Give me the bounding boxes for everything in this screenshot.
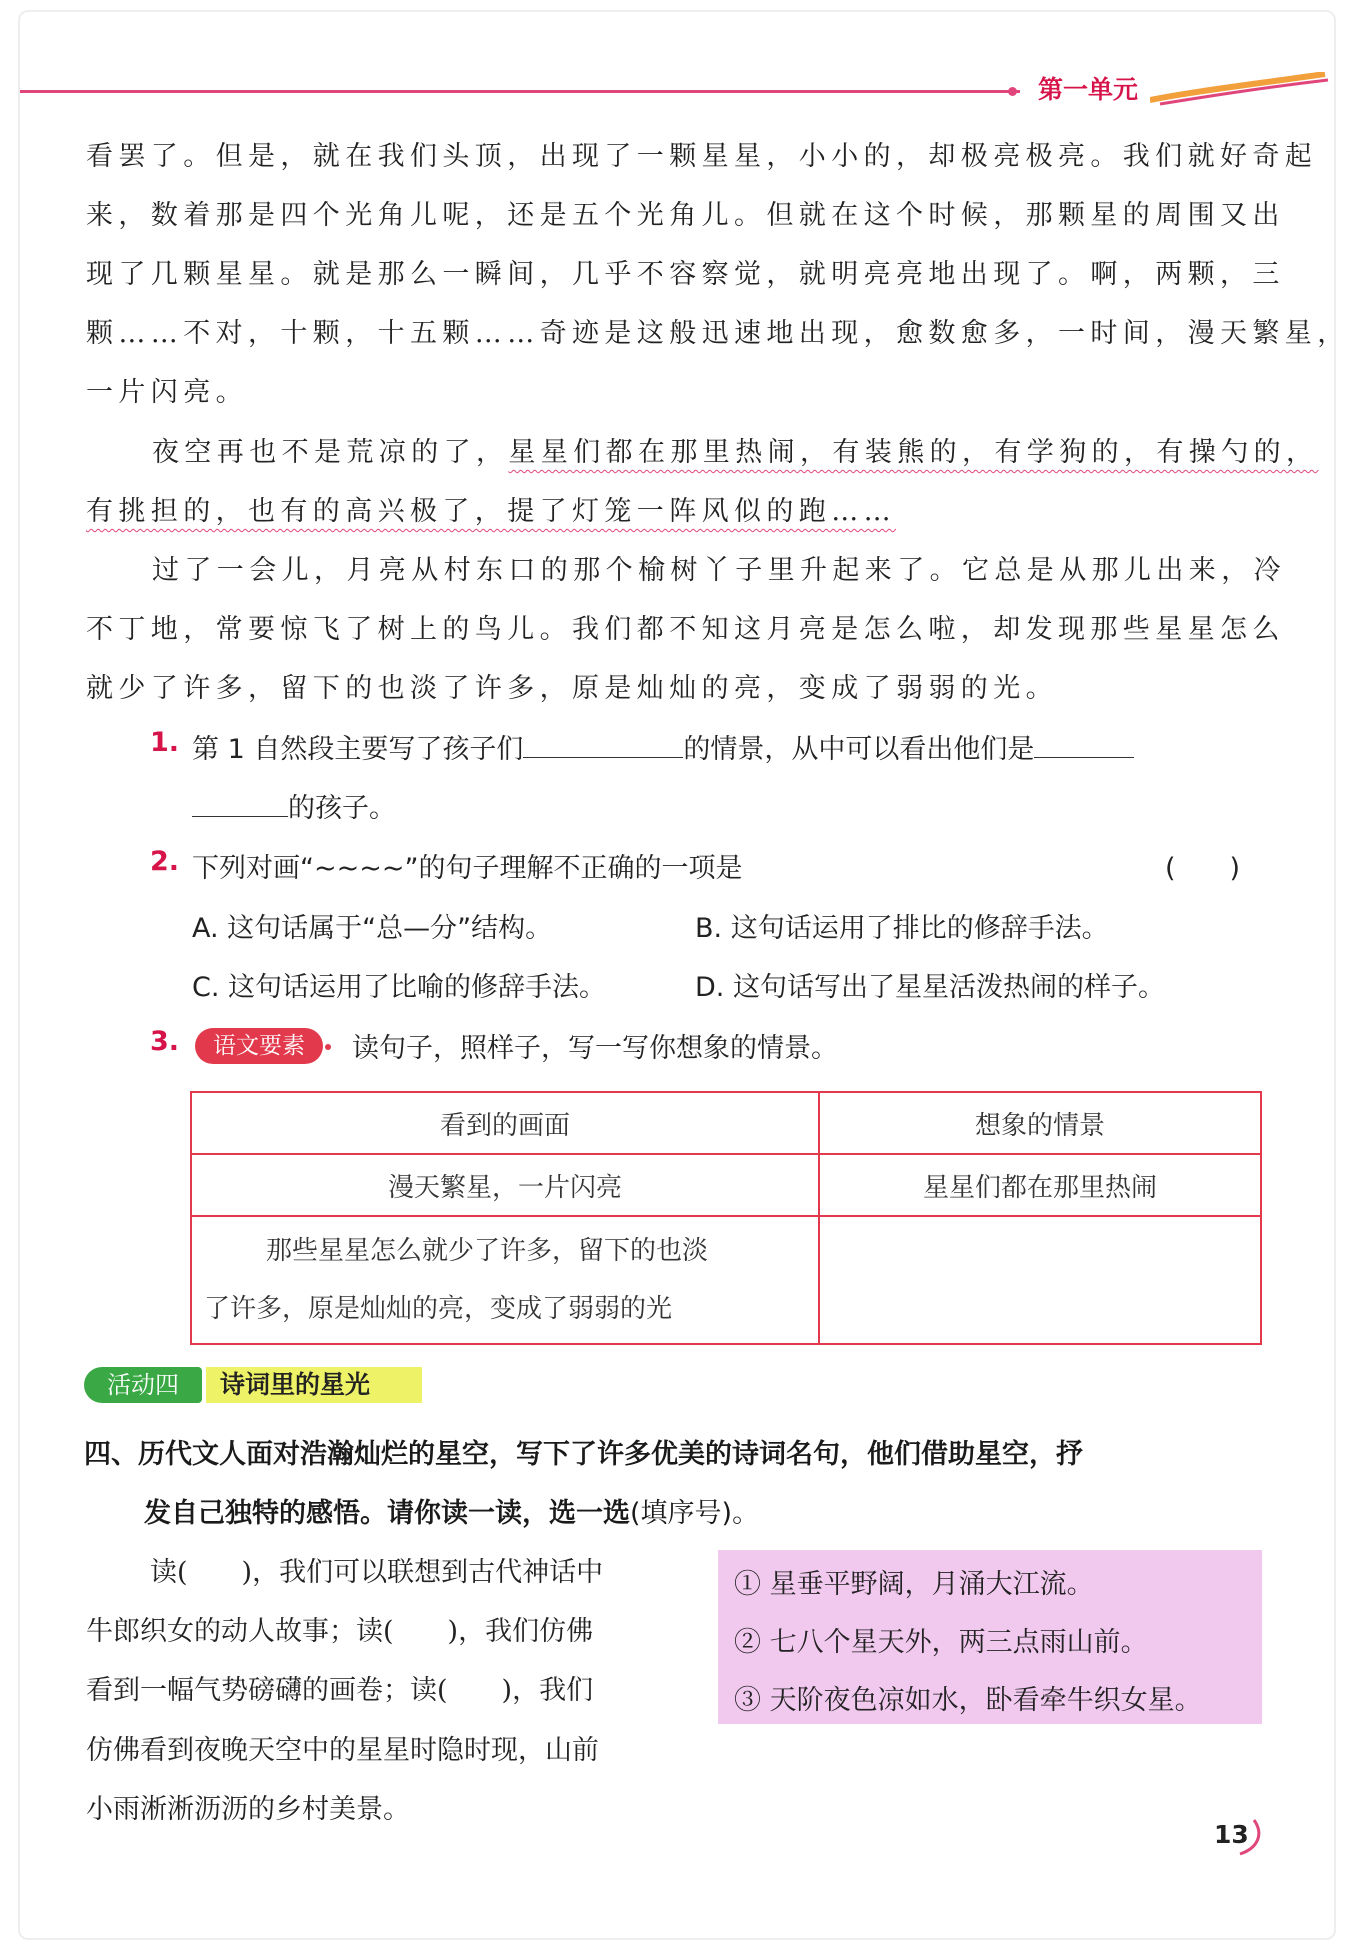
section-4-heading-cont [144, 1491, 759, 1530]
answer-blank[interactable] [1034, 757, 1134, 758]
section-4-heading: 四、历代文人面对浩瀚灿烂的星空，写下了许多优美的诗词名句，他们借助星空，抒 [84, 1439, 1083, 1470]
poem-line: ② 七八个星天外，两三点雨山前。 [734, 1627, 1148, 1658]
table-header: 看到的画面 [191, 1092, 819, 1154]
answer-blank[interactable] [523, 757, 683, 758]
section-4-text: (填序号)。 [630, 1498, 760, 1529]
swoosh-decoration-icon [1150, 72, 1330, 108]
answer-parentheses[interactable]: ( ) [1165, 853, 1241, 884]
header-rule [20, 90, 1020, 93]
passage-line: 来，数着那是四个光角儿呢，还是五个光角儿。但就在这个时候，那颗星的周围又出 [86, 200, 1285, 231]
question-1-text [192, 727, 1134, 766]
question-number: 3. [150, 1026, 180, 1057]
question-3-text: 读句子，照样子，写一写你想象的情景。 [352, 1033, 838, 1064]
passage-line: 现了几颗星星。就是那么一瞬间，几乎不容察觉，就明亮亮地出现了。啊，两颗，三 [86, 259, 1285, 290]
wavy-underlined-sentence: 有挑担的，也有的高兴极了，提了灯笼一阵风似的跑…… [86, 496, 896, 527]
wavy-underlined-sentence: 星星们都在那里热闹，有装熊的，有学狗的，有操勺的， [508, 437, 1319, 468]
question-number: 1. [150, 727, 180, 758]
header-dot [1008, 87, 1017, 96]
activity-label: 活动四 [84, 1367, 202, 1403]
passage-line: 过了一会儿，月亮从村东口的那个榆树丫子里升起来了。它总是从那儿出来，冷 [152, 555, 1286, 586]
option-d[interactable]: D. 这句话写出了星星活泼热闹的样子。 [695, 972, 1165, 1003]
page-number-swoosh-icon [1236, 1818, 1266, 1858]
option-b[interactable]: B. 这句话运用了排比的修辞手法。 [695, 913, 1109, 944]
table-header: 想象的情景 [819, 1092, 1261, 1154]
question-text: 的情景，从中可以看出他们是 [683, 734, 1035, 765]
passage-line: 颗……不对，十颗，十五颗……奇迹是这般迅速地出现，愈数愈多，一时间，漫天繁星， [86, 318, 1350, 349]
activity-title: 诗词里的星光 [206, 1367, 422, 1403]
passage-line: 就少了许多，留下的也淡了许多，原是灿灿的亮，变成了弱弱的光。 [86, 673, 1058, 704]
language-element-tag: 语文要素 [195, 1028, 323, 1064]
table-cell-line: 那些星星怎么就少了许多，留下的也淡 [266, 1236, 709, 1266]
section-4-line[interactable]: 读( )，我们可以联想到古代神话中 [150, 1557, 604, 1588]
answer-blank[interactable] [192, 816, 288, 817]
section-4-line[interactable]: 看到一幅气势磅礴的画卷；读( )，我们 [86, 1675, 594, 1706]
passage-line [86, 489, 896, 528]
table-cell [191, 1216, 819, 1344]
passage-paragraph-2 [152, 430, 1318, 469]
page-number: 13 [1214, 1820, 1249, 1849]
poem-line: ③ 天阶夜色凉如水，卧看牵牛织女星。 [734, 1685, 1202, 1716]
section-4-text: 发自己独特的感悟。请你读一读，选一选 [144, 1498, 630, 1529]
passage-line: 看罢了。但是，就在我们头顶，出现了一颗星星，小小的，却极亮极亮。我们就好奇起 [86, 141, 1318, 172]
poem-line: ① 星垂平野阔，月涌大江流。 [734, 1569, 1094, 1600]
section-4-line: 仿佛看到夜晚天空中的星星时隐时现，山前 [86, 1735, 599, 1766]
question-number: 2. [150, 846, 180, 877]
question-1-text-cont [192, 786, 396, 825]
imagination-table [190, 1091, 1262, 1345]
question-2-text: 下列对画“~~~~”的句子理解不正确的一项是 [192, 853, 743, 884]
table-cell-line: 了许多，原是灿灿的亮，变成了弱弱的光 [204, 1294, 673, 1324]
option-c[interactable]: C. 这句话运用了比喻的修辞手法。 [192, 972, 607, 1003]
table-cell: 星星们都在那里热闹 [819, 1154, 1261, 1216]
answer-cell[interactable] [819, 1216, 1261, 1344]
option-a[interactable]: A. 这句话属于“总—分”结构。 [192, 913, 553, 944]
question-text: 第 1 自然段主要写了孩子们 [192, 734, 524, 765]
section-4-line: 小雨淅淅沥沥的乡村美景。 [86, 1794, 410, 1825]
question-text: 的孩子。 [288, 793, 396, 824]
poem-box [718, 1550, 1262, 1724]
unit-title: 第一单元 [1038, 75, 1139, 104]
passage-text: 夜空再也不是荒凉的了， [152, 437, 509, 468]
section-4-line[interactable]: 牛郎织女的动人故事；读( )，我们仿佛 [86, 1616, 594, 1647]
table-cell: 漫天繁星，一片闪亮 [191, 1154, 819, 1216]
passage-line: 一片闪亮。 [86, 377, 248, 408]
tag-dot [325, 1044, 331, 1050]
passage-line: 不丁地，常要惊飞了树上的鸟儿。我们都不知这月亮是怎么啦，却发现那些星星怎么 [86, 614, 1285, 645]
